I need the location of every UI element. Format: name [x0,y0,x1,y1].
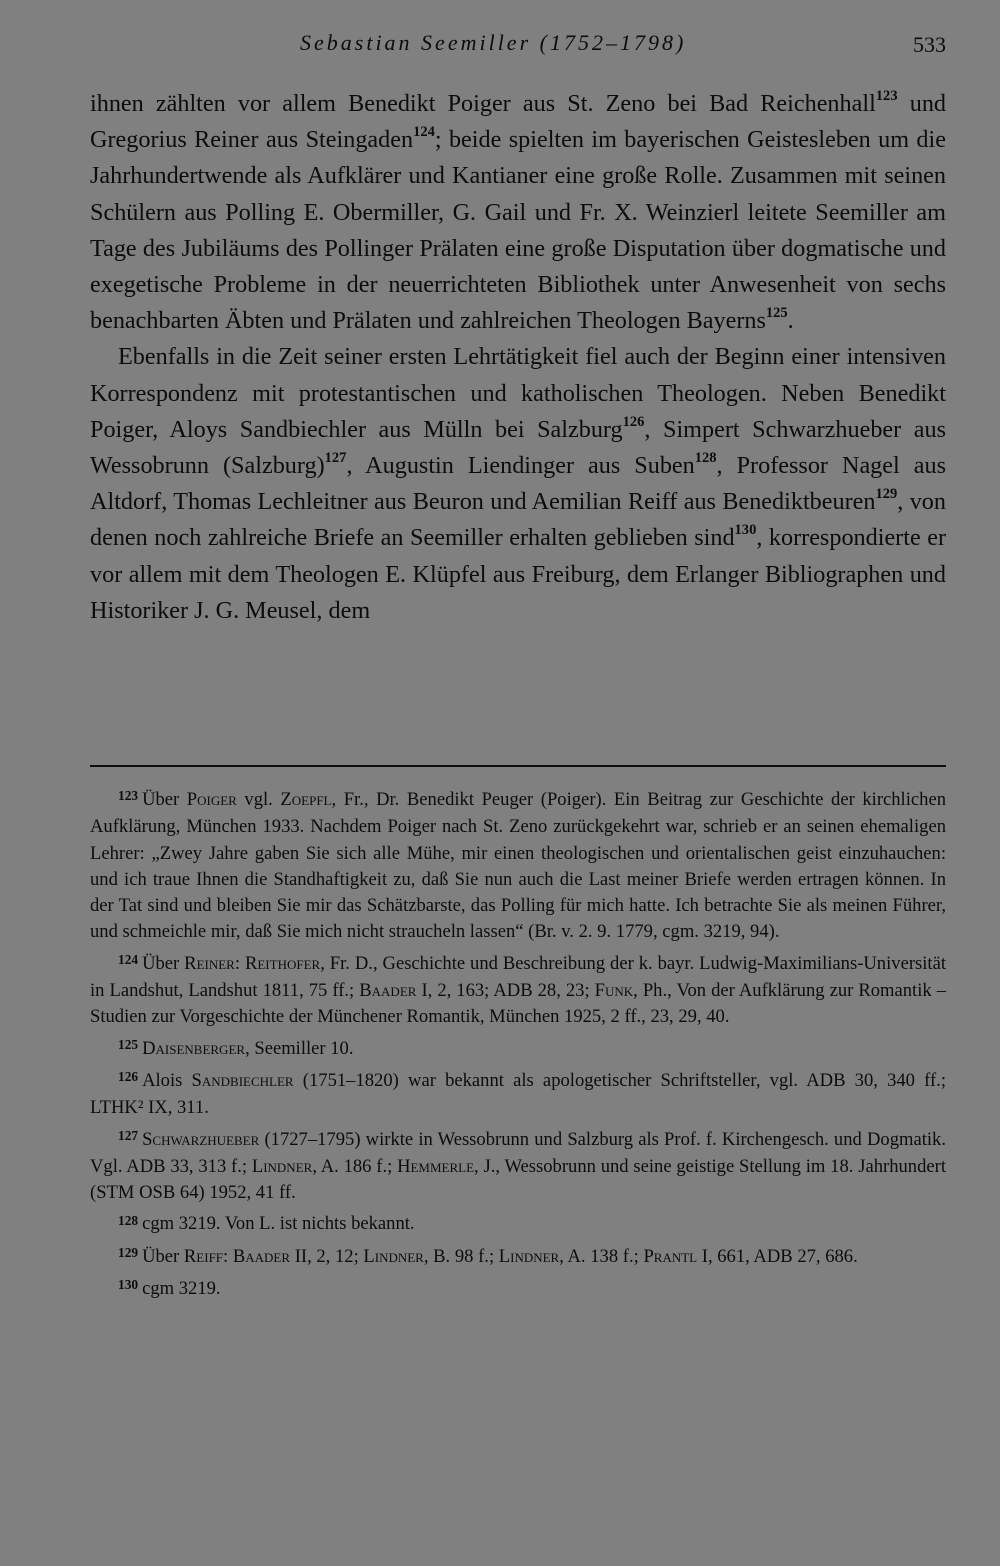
text-run: (1727–1795) wirkte in Wessobrunn und Salzburg als Prof. f. Kirchengesch. und Dogmatik. Vgl. ADB 33, 313 f.; [90,1128,946,1177]
footnote-number: 130 [118,1277,139,1293]
author-name: Lindner [363,1245,424,1267]
text-run: , Simpert Schwarzhueber aus Wessobrunn (Salzburg) [90,415,946,480]
footnote-124 [90,951,946,1031]
footnote-number: 124 [118,952,139,968]
footnote-127 [90,1127,946,1207]
running-title: Sebastian Seemiller (1752–1798) [300,30,687,55]
footnote-number: 128 [118,1212,139,1228]
text-run: , Ph., Von der Aufklärung zur Romantik – Studien zur Vorgeschichte der Münchener Romantik, München 1925, 2 ff., 23, 29, 40. [90,980,946,1028]
footnote-number: 126 [118,1069,139,1085]
text-run: II, 2, 12; [290,1245,364,1267]
author-name: Zoepfl [280,789,332,810]
footnote-ref-128: 128 [694,449,717,466]
text-run: , A. 138 f.; [559,1245,644,1267]
text-run: Über [142,952,185,974]
text-run: cgm 3219. [142,1278,221,1300]
author-name: Daisenberger [142,1037,246,1059]
text-run: I, 2, 163; ADB 28, 23; [416,980,595,1002]
text-run: , J., Wessobrunn und seine geistige Stellung im 18. Jahrhundert (STM OSB 64) 1952, 41 ff. [90,1155,946,1204]
author-name: Baader [232,1245,291,1267]
footnote-number: 129 [118,1245,139,1261]
text-run: cgm 3219. Von L. ist nichts bekannt. [142,1213,415,1235]
footnote-123 [90,787,946,946]
text-run: (1751–1820) war bekannt als apologetischer Schriftsteller, vgl. ADB 30, 340 ff.; LTHK² IX, 311. [90,1069,946,1119]
text-run: ihnen zählten vor allem Benedikt Poiger aus St. Zeno bei Bad Reichenhall [90,90,876,117]
author-name: Reiff [183,1245,224,1267]
footnotes [90,787,946,1308]
footnote-divider [90,765,946,767]
footnote-129 [90,1244,946,1271]
text-run: , Augustin Liendinger aus Suben [346,452,695,480]
author-name: Reiner [184,952,235,974]
footnote-ref-126: 126 [622,413,645,430]
text-run: und Gregorius Reiner aus Steingaden [90,90,947,154]
author-name: Prantl [643,1245,698,1267]
body-text [90,86,946,629]
text-run: , B. 98 f.; [423,1245,499,1267]
text-run: , A. 186 f.; [312,1155,398,1177]
text-run: Ebenfalls in die Zeit seiner ersten Lehrtätigkeit fiel auch der Beginn einer intensiven Korrespondenz mit protestantischen und katholischen Theologen. Neben Benedikt Poiger, Aloys Sandbiechler aus Mülln bei Salzburg [90,343,946,443]
footnote-number: 127 [118,1127,139,1143]
author-name: Reithofer [244,952,321,974]
text-run: Alois [142,1069,192,1091]
page-number: 533 [913,32,946,57]
footnote-ref-124: 124 [413,123,435,140]
text-run: , Fr. D., Geschichte und Beschreibung der k. bayr. Ludwig-Maximilians-Universität in Landshut, Landshut 1811, 75 ff.; [90,952,947,1002]
text-run: Über [142,789,187,810]
text-run: ; beide spielten im bayerischen Geistesleben um die Jahrhundertwende als Aufklärer und Kantianer eine große Rolle. Zusammen mit seinen Schülern aus Polling E. Obermiller, G. Gail und Fr. X. Weinzierl leitete Seemiller am Tage des Jubiläums des Pollinger Prälaten eine große Disputation über dogmatische und exegetische Probleme in der neuerrichteten Bibliothek unter Anwesenheit von sechs benachbarten Äbten und Prälaten und zahlreichen Theologen Bayerns [90,126,946,335]
text-run: , Professor Nagel aus Altdorf, Thomas Lechleitner aus Beuron und Aemilian Reiff aus Benediktbeuren [90,452,946,516]
text-run: : [223,1245,233,1267]
text-run: , von denen noch zahlreiche Briefe an Seemiller erhalten geblieben sind [90,488,946,552]
footnote-126 [90,1068,946,1122]
text-run: : [234,952,245,974]
author-name: Poiger [186,789,237,810]
author-name: Hemmerle [397,1155,475,1177]
footnote-number: 123 [118,788,139,804]
author-name: Lindner [251,1155,313,1177]
footnote-ref-130: 130 [734,522,757,539]
footnote-ref-129: 129 [875,486,898,502]
author-name: Funk [594,980,634,1002]
footnote-ref-125: 125 [765,304,788,321]
text-run: , Fr., Dr. Benedikt Peuger (Poiger). Ein Beitrag zur Geschichte der kirchlichen Aufklärung, München 1933. Nachdem Poiger nach St. Zeno zurückgekehrt war, schrieb er an seinen ehemaligen Lehrer: „Zwey Jahre gaben Sie sich alle Mühe, mir einen theologischen und orientalischen geist einzuhauchen: und ich traue Ihnen die Standhaftigkeit zu, daß Sie nun auch die Last meiner Briefe werden ertragen können. In der Tat sind und bleiben Sie mir das Schätzbarste, das Polling für mich hatte. Ich betrachte Sie als meinen Führer, und schmeichle mir, daß Sie mich nicht straucheln lassen“ (Br. v. 2. 9. 1779, cgm. 3219, 94). [90,789,946,943]
footnote-ref-127: 127 [324,449,347,466]
footnote-130 [90,1276,946,1303]
footnote-number: 125 [118,1037,139,1052]
page-header [90,30,946,64]
paragraph [90,339,946,629]
text-run: I, 661, ADB 27, 686. [697,1245,858,1267]
text-run: , korrespondierte er vor allem mit dem Theologen E. Klüpfel aus Freiburg, dem Erlanger Bibliographen und Historiker J. G. Meusel, dem [90,524,947,624]
text-run: . [787,307,794,335]
author-name: Sandbiechler [191,1069,294,1091]
text-run: Über [142,1245,184,1267]
text-run: vgl. [236,789,281,810]
author-name: Lindner [498,1245,560,1267]
author-name: Baader [359,980,417,1002]
footnote-128 [90,1211,946,1238]
text-run: , Seemiller 10. [245,1037,354,1059]
footnote-125 [90,1036,946,1063]
author-name: Schwarzhueber [142,1128,260,1150]
footnote-ref-123: 123 [875,87,898,104]
paragraph [90,86,946,339]
